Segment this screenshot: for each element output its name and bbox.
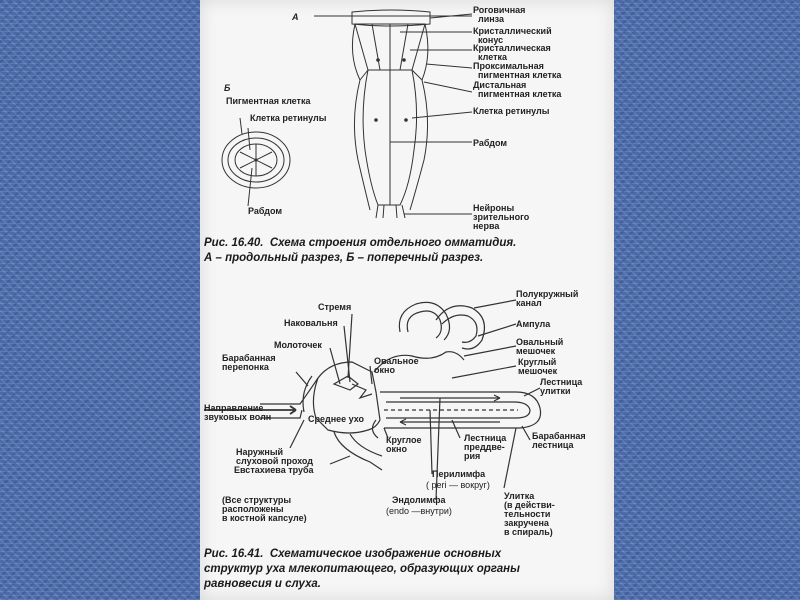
fig1-label-a: А <box>292 12 299 22</box>
label-saccule: Круглый мешочек <box>518 357 558 376</box>
label-ampulla: Ампула <box>516 319 551 329</box>
label-perilymph: Перилимфа <box>432 469 486 479</box>
label-eardrum: Барабанная перепонка <box>222 353 276 372</box>
fig2-caption-line2: структур уха млекопитающего, образующих органы <box>204 563 520 575</box>
label-distal-pigment-cell: Дистальная пигментная клетка <box>473 80 562 99</box>
label-cornea-lens: Роговичная линза <box>473 5 526 24</box>
fig1-caption-line2: А – продольный разрез, Б – поперечный разрез. <box>204 252 484 264</box>
label-endolymph: Эндолимфа <box>392 495 446 505</box>
fig1-caption-line1: Рис. 16.40. Схема строения отдельного омматидия. <box>204 237 517 249</box>
label-scala-tympani: Барабанная лестница <box>532 431 586 450</box>
round-window-shape <box>372 420 378 438</box>
label-scala-cochlea: Лестница улитки <box>540 377 583 396</box>
label-utricle: Овальный мешочек <box>516 337 564 356</box>
outer-ear-canal <box>260 362 380 420</box>
label-scala-vestibuli: Лестница преддве- рия <box>464 433 507 461</box>
label-malleus: Молоточек <box>274 340 322 350</box>
label-eustachian-tube: Евстахиева труба <box>234 465 314 475</box>
label-outer-ear-canal: Наружный слуховой проход <box>236 447 314 466</box>
fig2-caption-line1: Рис. 16.41. Схематическое изображение основных <box>204 548 502 560</box>
eustachian-tube-shape <box>334 432 382 470</box>
label-optic-nerve-neurons: Нейроны зрительного нерва <box>473 203 530 231</box>
label-retinula-cell-a: Клетка ретинулы <box>473 106 550 116</box>
semicircular-canals <box>399 302 449 340</box>
label-semicircular-canal: Полукружный канал <box>516 289 579 308</box>
label-middle-ear: Среднее ухо <box>308 414 365 424</box>
label-perilymph-note: ( peri — вокруг) <box>426 480 490 490</box>
label-round-window: Круглое окно <box>386 435 422 454</box>
label-rhabdom-b: Рабдом <box>248 206 282 216</box>
label-crystalline-cell: Кристаллическая клетка <box>473 43 551 62</box>
label-endolymph-note: (endo —внутри) <box>386 506 452 516</box>
fig1-label-b: Б <box>224 83 231 93</box>
label-pigment-cell-b: Пигментная клетка <box>226 96 311 106</box>
middle-ear-cavity <box>313 378 380 433</box>
label-bone-capsule-note: (Все структуры расположены в костной капсуле) <box>222 495 307 523</box>
fig2-caption-line3: равновесия и слуха. <box>204 578 321 590</box>
label-sound-direction: Направление звуковых волн <box>204 403 272 422</box>
ossicle-chain <box>334 376 372 398</box>
label-cochlea-note: Улитка (в действи- тельности закручена в спираль) <box>504 491 555 537</box>
label-retinula-cell-b: Клетка ретинулы <box>250 113 327 123</box>
label-rhabdom-a: Рабдом <box>473 138 507 148</box>
label-incus: Наковальня <box>284 318 338 328</box>
label-crystalline-cone: Кристаллический конус <box>473 26 552 45</box>
label-proximal-pigment-cell: Проксимальная пигментная клетка <box>473 61 562 80</box>
book-page <box>200 0 614 600</box>
label-stapes: Стремя <box>318 302 352 312</box>
label-oval-window: Овальное окно <box>374 356 419 375</box>
